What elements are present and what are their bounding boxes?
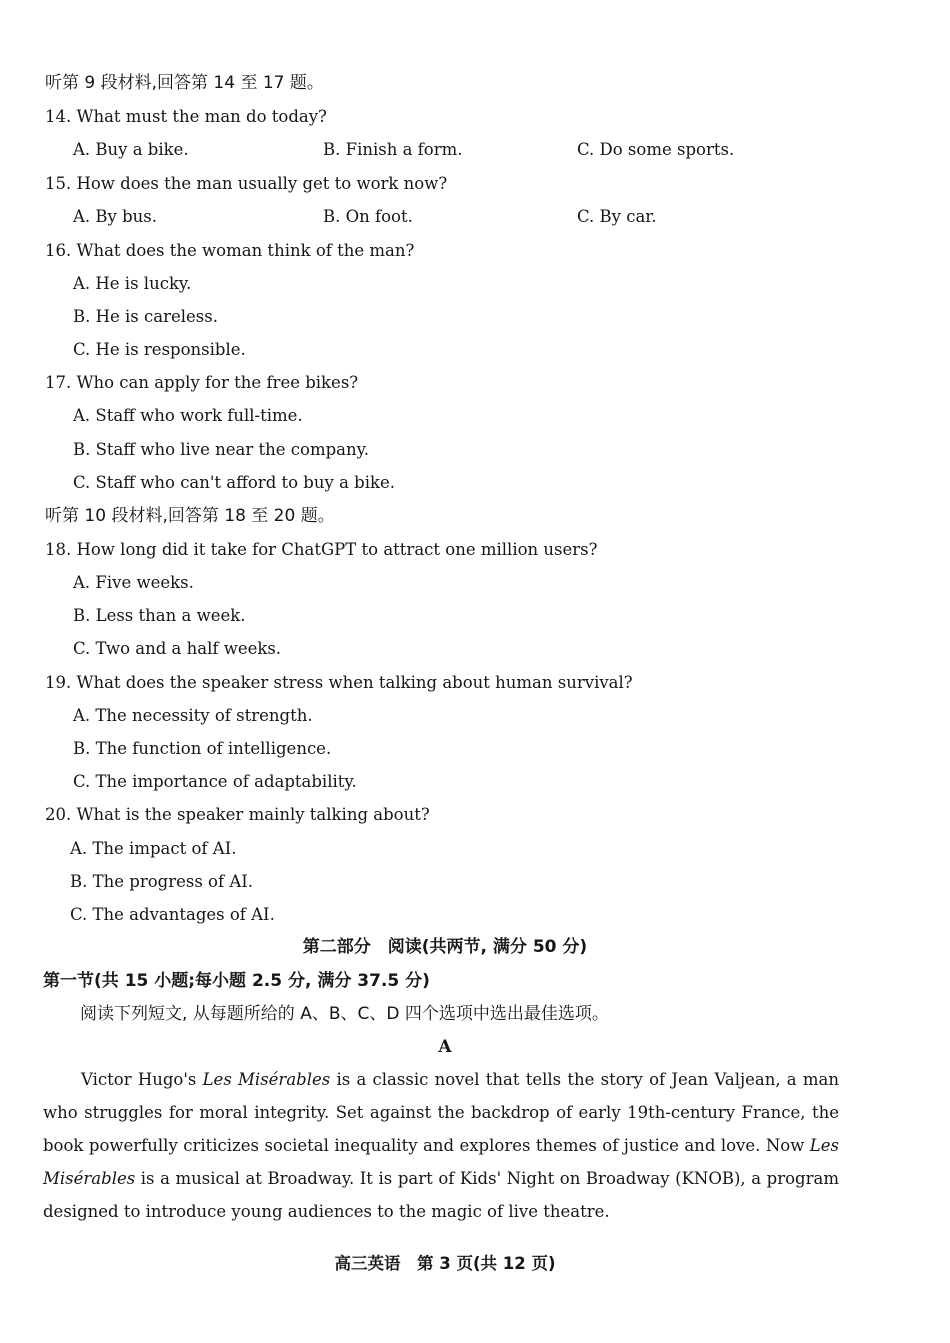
option-a: A. Buy a bike. — [73, 140, 189, 159]
option-b: B. The progress of AI. — [70, 872, 253, 891]
part2-title: 第二部分 阅读(共两节, 满分 50 分) — [302, 937, 588, 957]
question-15: 15. How does the man usually get to work now? — [45, 174, 448, 193]
option-b: B. Less than a week. — [73, 606, 246, 625]
musical-title: Les Misérables — [43, 1136, 839, 1188]
option-a: A. The impact of AI. — [70, 839, 237, 858]
option-b: B. Staff who live near the company. — [73, 440, 370, 459]
question-17: 17. Who can apply for the free bikes? — [45, 373, 359, 392]
option-b: B. Finish a form. — [323, 140, 463, 159]
question-19: 19. What does the speaker stress when talking about human survival? — [45, 673, 633, 692]
novel-title: Les Misérables — [202, 1070, 331, 1089]
option-c: C. Two and a half weeks. — [73, 639, 282, 658]
section1-title: 第一节(共 15 小题;每小题 2.5 分, 满分 37.5 分) — [43, 971, 430, 991]
passage-part: Victor Hugo's — [81, 1070, 203, 1089]
passage-label: A — [438, 1037, 452, 1057]
option-a: A. By bus. — [73, 207, 157, 226]
question-14: 14. What must the man do today? — [45, 107, 327, 126]
question-20: 20. What is the speaker mainly talking about? — [45, 805, 430, 824]
option-a: A. Staff who work full-time. — [73, 406, 303, 425]
option-a: A. The necessity of strength. — [73, 706, 313, 725]
section9-header: 听第 9 段材料,回答第 14 至 17 题。 — [45, 73, 324, 93]
passage-part: is a classic novel that tells the story of Jean Valjean, a man who struggles for moral integrity. Set against the backdrop of early 19th-century France, the book powerfully criticizes societal inequality and explores themes of justice and love. Now — [43, 1070, 839, 1155]
option-c: C. The advantages of AI. — [70, 905, 275, 924]
section10-header: 听第 10 段材料,回答第 18 至 20 题。 — [45, 506, 335, 526]
option-c: C. Do some sports. — [577, 140, 735, 159]
option-c: C. By car. — [577, 207, 657, 226]
option-a: A. He is lucky. — [73, 274, 192, 293]
question-18: 18. How long did it take for ChatGPT to attract one million users? — [45, 540, 598, 559]
option-c: C. He is responsible. — [73, 340, 246, 359]
option-a: A. Five weeks. — [73, 573, 194, 592]
option-b: B. The function of intelligence. — [73, 739, 332, 758]
page-footer: 高三英语 第 3 页(共 12 页) — [334, 1254, 556, 1273]
option-b: B. On foot. — [323, 207, 413, 226]
question-16: 16. What does the woman think of the man? — [45, 241, 415, 260]
passage-text — [43, 1063, 839, 1228]
option-c: C. The importance of adaptability. — [73, 772, 357, 791]
passage-part: is a musical at Broadway. It is part of Kids' Night on Broadway (KNOB), a program designed to introduce young audiences to the magic of live theatre. — [43, 1169, 839, 1221]
instruction: 阅读下列短文, 从每题所给的 A、B、C、D 四个选项中选出最佳选项。 — [80, 1004, 609, 1024]
option-b: B. He is careless. — [73, 307, 218, 326]
option-c: C. Staff who can't afford to buy a bike. — [73, 473, 395, 492]
